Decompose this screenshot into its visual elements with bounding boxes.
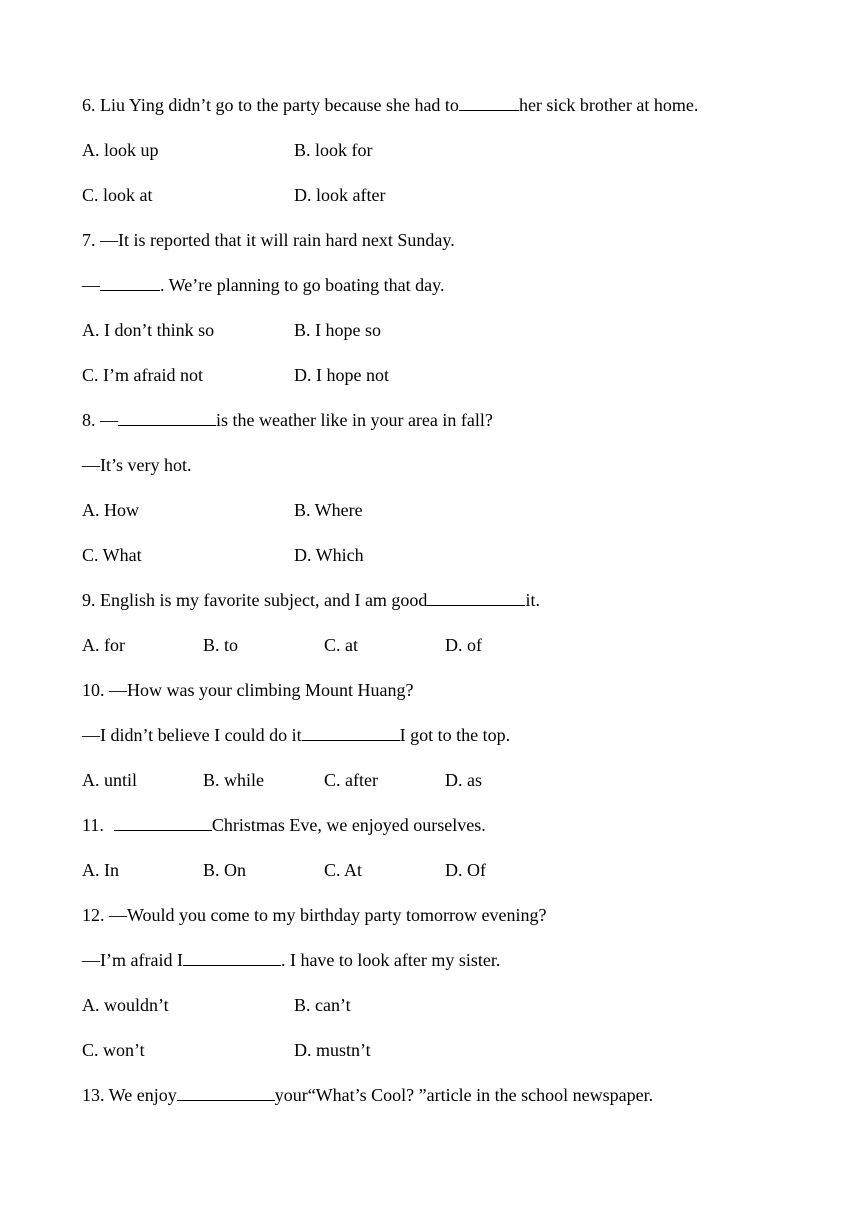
option-c: C. look at: [82, 185, 153, 205]
question-8-text: is the weather like in your area in fall?: [216, 410, 493, 430]
option-b: B. while: [203, 770, 264, 790]
question-11-stem: [82, 813, 486, 837]
option-c: C. won’t: [82, 1040, 145, 1060]
option-d: D. of: [445, 635, 482, 655]
option-a: A. for: [82, 635, 125, 655]
option-d: D. as: [445, 770, 482, 790]
question-6-stem: [82, 93, 698, 117]
reply-text: —I’m afraid I: [82, 950, 183, 970]
question-7-stem: 7. —It is reported that it will rain hard next Sunday.: [82, 230, 455, 250]
question-12-options-row-2: [82, 1038, 782, 1062]
question-9-text: 9. English is my favorite subject, and I am good: [82, 590, 428, 610]
question-6-options-row-1: [82, 138, 782, 162]
question-8-reply: —It’s very hot.: [82, 455, 192, 475]
question-11-text: Christmas Eve, we enjoyed ourselves.: [211, 815, 486, 835]
answer-blank: [114, 813, 212, 831]
answer-blank: [427, 588, 525, 606]
option-c: C. at: [324, 635, 358, 655]
option-b: B. to: [203, 635, 239, 655]
option-a: A. How: [82, 500, 139, 520]
question-8-number: 8. —: [82, 410, 118, 430]
question-9-text-end: it.: [525, 590, 540, 610]
question-7-options-row-1: [82, 318, 782, 342]
option-d: D. Which: [294, 545, 364, 565]
reply-dash: —: [82, 275, 100, 295]
option-d: D. mustn’t: [294, 1040, 371, 1060]
option-d: D. look after: [294, 185, 386, 205]
option-b: B. look for: [294, 140, 373, 160]
question-13-stem: [82, 1083, 653, 1107]
question-12-reply: [82, 948, 500, 972]
reply-text: —I didn’t believe I could do it: [82, 725, 302, 745]
question-8-stem: [82, 408, 493, 432]
question-6-text-end: her sick brother at home.: [518, 95, 699, 115]
answer-blank: [459, 93, 519, 111]
question-7-options-row-2: [82, 363, 782, 387]
reply-text-end: . I have to look after my sister.: [280, 950, 501, 970]
option-d: D. I hope not: [294, 365, 389, 385]
question-6-options-row-2: [82, 183, 782, 207]
option-d: D. Of: [445, 860, 486, 880]
question-6-text: 6. Liu Ying didn’t go to the party because she had to: [82, 95, 459, 115]
option-b: B. I hope so: [294, 320, 381, 340]
question-12-stem: 12. —Would you come to my birthday party tomorrow evening?: [82, 905, 547, 925]
question-9-stem: [82, 588, 540, 612]
answer-blank: [183, 948, 281, 966]
question-11-options: [82, 858, 782, 882]
option-a: A. until: [82, 770, 138, 790]
answer-blank: [302, 723, 400, 741]
answer-blank: [100, 273, 160, 291]
question-9-options: [82, 633, 782, 657]
option-b: B. Where: [294, 500, 363, 520]
option-c: C. after: [324, 770, 378, 790]
option-b: B. can’t: [294, 995, 351, 1015]
question-10-options: [82, 768, 782, 792]
option-a: A. I don’t think so: [82, 320, 215, 340]
answer-blank: [177, 1083, 275, 1101]
question-13-text: 13. We enjoy: [82, 1085, 177, 1105]
question-10-stem: 10. —How was your climbing Mount Huang?: [82, 680, 414, 700]
option-c: C. At: [324, 860, 363, 880]
option-c: C. I’m afraid not: [82, 365, 203, 385]
option-b: B. On: [203, 860, 247, 880]
option-a: A. look up: [82, 140, 159, 160]
question-12-options-row-1: [82, 993, 782, 1017]
answer-blank: [118, 408, 216, 426]
question-10-reply: [82, 723, 510, 747]
question-11-number: 11.: [82, 815, 104, 835]
question-8-options-row-2: [82, 543, 782, 567]
option-c: C. What: [82, 545, 142, 565]
option-a: A. In: [82, 860, 119, 880]
reply-text: . We’re planning to go boating that day.: [160, 275, 445, 295]
question-7-reply: [82, 273, 444, 297]
question-13-text-end: your“What’s Cool? ”article in the school newspaper.: [274, 1085, 654, 1105]
reply-text-end: I got to the top.: [399, 725, 511, 745]
option-a: A. wouldn’t: [82, 995, 169, 1015]
question-8-options-row-1: [82, 498, 782, 522]
